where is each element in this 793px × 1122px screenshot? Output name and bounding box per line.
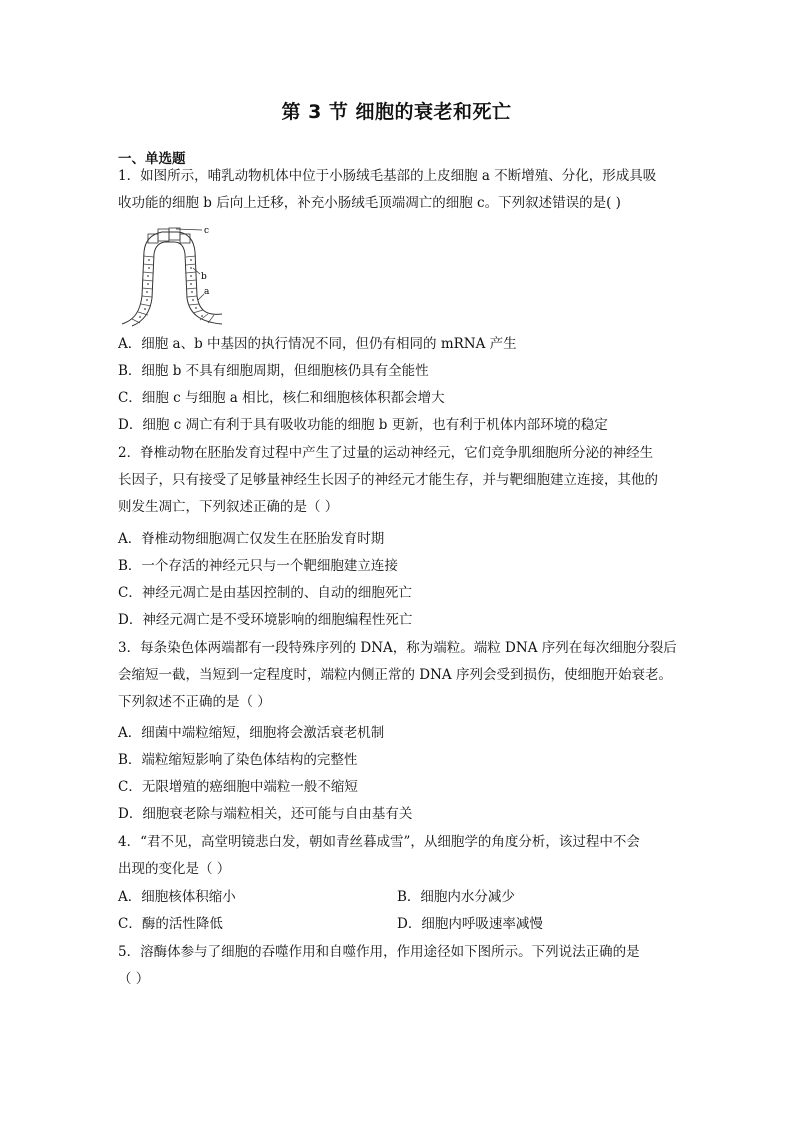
q4-stem-line-2: 出现的变化是（ ） [118,861,231,877]
q2-option-a: A．脊椎动物细胞凋亡仅发生在胚胎发育时期 [118,531,385,547]
q3-stem-line-3: 下列叙述不正确的是（ ） [118,694,271,710]
q4-option-b: B．细胞内水分减少 [397,889,515,905]
q1-option-c: C．细胞 c 与细胞 a 相比，核仁和细胞核体积都会增大 [118,390,445,406]
label-b: b [201,272,207,282]
q5-stem-line-1: 5．溶酶体参与了细胞的吞噬作用和自噬作用，作用途径如下图所示。下列说法正确的是 [118,944,640,960]
q4-option-a: A．细胞核体积缩小 [118,889,236,905]
label-c: c [204,226,210,236]
q2-option-b: B．一个存活的神经元只与一个靶细胞建立连接 [118,558,398,574]
q1-stem-line-2: 收功能的细胞 b 后向上迁移，补充小肠绒毛顶端凋亡的细胞 c。下列叙述错误的是( ) [118,195,621,211]
q1-option-b: B．细胞 b 不具有细胞周期，但细胞核仍具有全能性 [118,363,429,379]
q1-stem-line-1: 1．如图所示，哺乳动物机体中位于小肠绒毛基部的上皮细胞 a 不断增殖、分化，形成具吸 [118,168,657,184]
q3-option-c: C．无限增殖的癌细胞中端粒一般不缩短 [118,779,358,795]
q3-option-d: D．细胞衰老除与端粒相关，还可能与自由基有关 [118,806,413,822]
q1-option-d: D．细胞 c 凋亡有利于具有吸收功能的细胞 b 更新，也有利于机体内部环境的稳定 [118,417,608,433]
q2-stem-line-2: 长因子，只有接受了足够量神经生长因子的神经元才能生存，并与靶细胞建立连接，其他的 [118,472,658,488]
q2-option-d: D．神经元凋亡是不受环境影响的细胞编程性死亡 [118,612,413,628]
q3-stem-line-1: 3．每条染色体两端都有一段特殊序列的 DNA，称为端粒。端粒 DNA 序列在每次细胞分裂后 [118,640,677,656]
q3-option-b: B．端粒缩短影响了染色体结构的完整性 [118,752,358,768]
q1-option-a: A．细胞 a、b 中基因的执行情况不同，但仍有相同的 mRNA 产生 [118,336,517,352]
q5-stem-line-2: （ ） [118,971,150,987]
q2-stem-line-1: 2．脊椎动物在胚胎发育过程中产生了过量的运动神经元，它们竞争肌细胞所分泌的神经生 [118,445,654,461]
q4-option-c: C．酶的活性降低 [118,916,223,932]
q4-stem-line-1: 4．“君不见，高堂明镜悲白发，朝如青丝暮成雪”，从细胞学的角度分析，该过程中不会 [118,834,640,850]
q2-option-c: C．神经元凋亡是由基因控制的、自动的细胞死亡 [118,585,412,601]
q2-stem-line-3: 则发生凋亡，下列叙述正确的是（ ） [118,499,339,515]
q3-stem-line-2: 会缩短一截，当短到一定程度时，端粒内侧正常的 DNA 序列会受到损伤，使细胞开始衰老。 [118,667,672,683]
page-title: 第 3 节 细胞的衰老和死亡 [281,101,512,123]
section-title: 一、单选题 [118,151,186,167]
villus-diagram [118,224,248,329]
label-a: a [204,287,210,297]
q4-option-d: D．细胞内呼吸速率减慢 [397,916,543,932]
q3-option-a: A．细菌中端粒缩短，细胞将会激活衰老机制 [118,725,385,741]
